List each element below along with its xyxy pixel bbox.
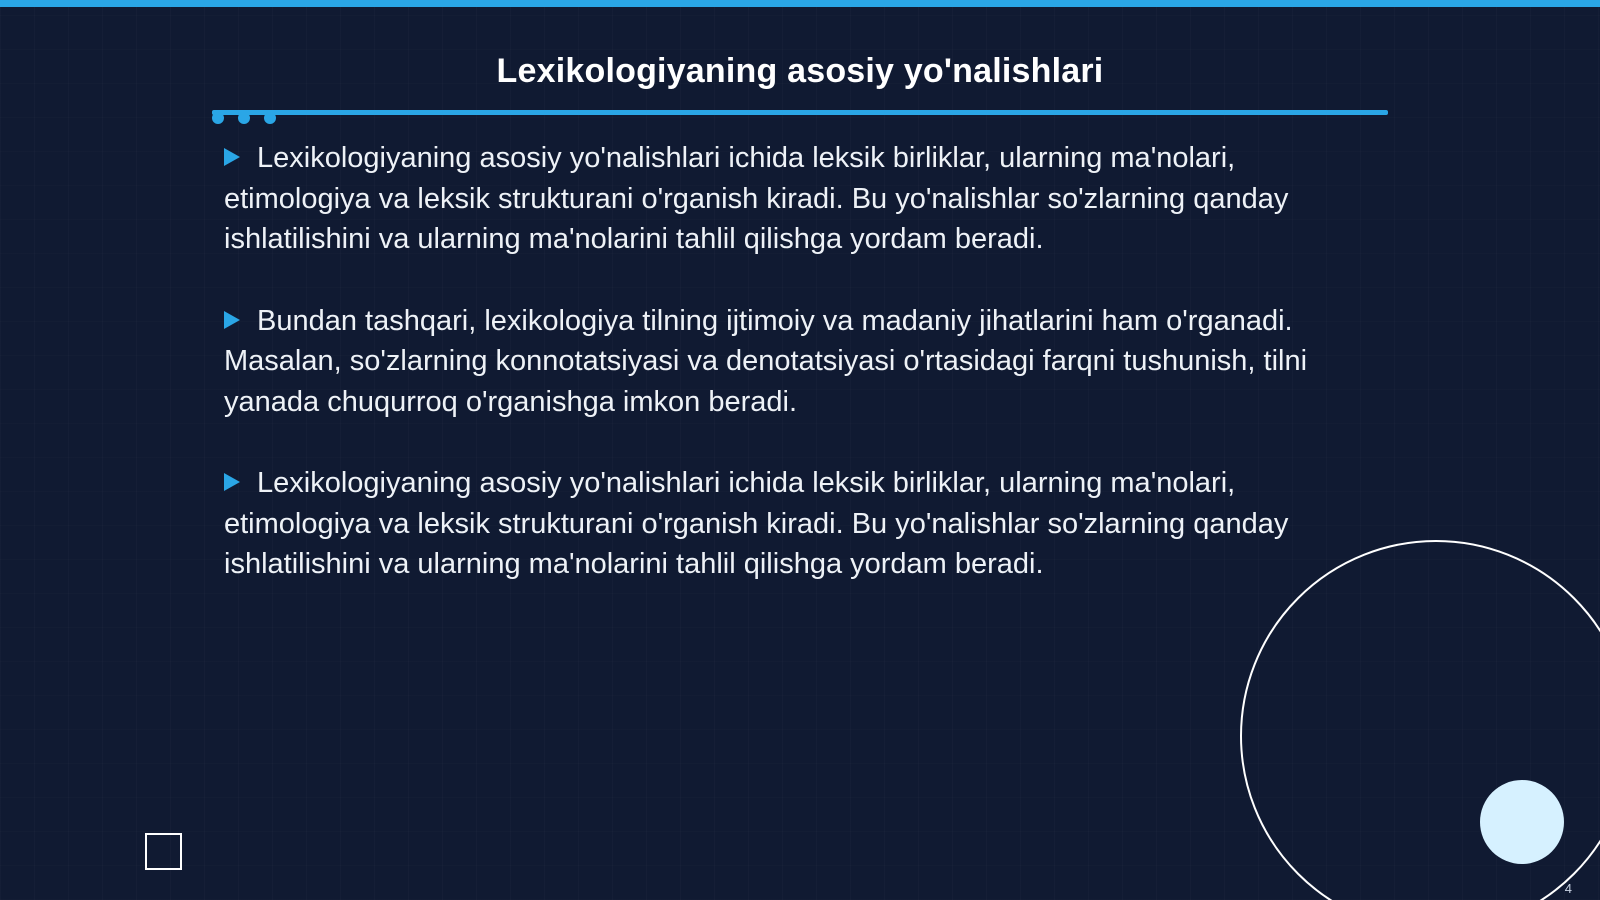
- slide-title: Lexikologiyaning asosiy yo'nalishlari: [496, 52, 1104, 90]
- dot-icon: [238, 112, 250, 124]
- slide-body: [224, 138, 1374, 626]
- triangle-right-icon: [224, 473, 240, 491]
- dot-icon: [212, 112, 224, 124]
- bullet-paragraph: [224, 138, 1374, 260]
- bullet-text: Lexikologiyaning asosiy yo'nalishlari ichida leksik birliklar, ularning ma'nolari, etimologiya va leksik strukturani o'rganish kiradi. Bu yo'nalishlar so'zlarning qanday ishlatilishini va ularning ma'nolarini tahlil qilishga yordam beradi.: [224, 467, 1289, 580]
- triangle-right-icon: [224, 311, 240, 329]
- dot-icon: [264, 112, 276, 124]
- decorative-filled-circle: [1480, 780, 1564, 864]
- bullet-paragraph: [224, 301, 1374, 423]
- title-underline: [212, 110, 1388, 115]
- bullet-paragraph: [224, 463, 1374, 585]
- bullet-text: Lexikologiyaning asosiy yo'nalishlari ichida leksik birliklar, ularning ma'nolari, etimologiya va leksik strukturani o'rganish kiradi. Bu yo'nalishlar so'zlarning qanday ishlatilishini va ularning ma'nolarini tahlil qilishga yordam beradi.: [224, 142, 1289, 255]
- top-accent-bar: [0, 0, 1600, 7]
- triangle-right-icon: [224, 148, 240, 166]
- bullet-text: Bundan tashqari, lexikologiya tilning ijtimoiy va madaniy jihatlarini ham o'rganadi. Masalan, so'zlarning konnotatsiyasi va denotatsiyasi o'rtasidagi farqni tushunish, tilni yanada chuqurroq o'rganishga imkon beradi.: [224, 304, 1308, 418]
- decorative-dots: [212, 112, 276, 124]
- page-number: 4: [1564, 881, 1572, 896]
- decorative-square: [145, 833, 182, 870]
